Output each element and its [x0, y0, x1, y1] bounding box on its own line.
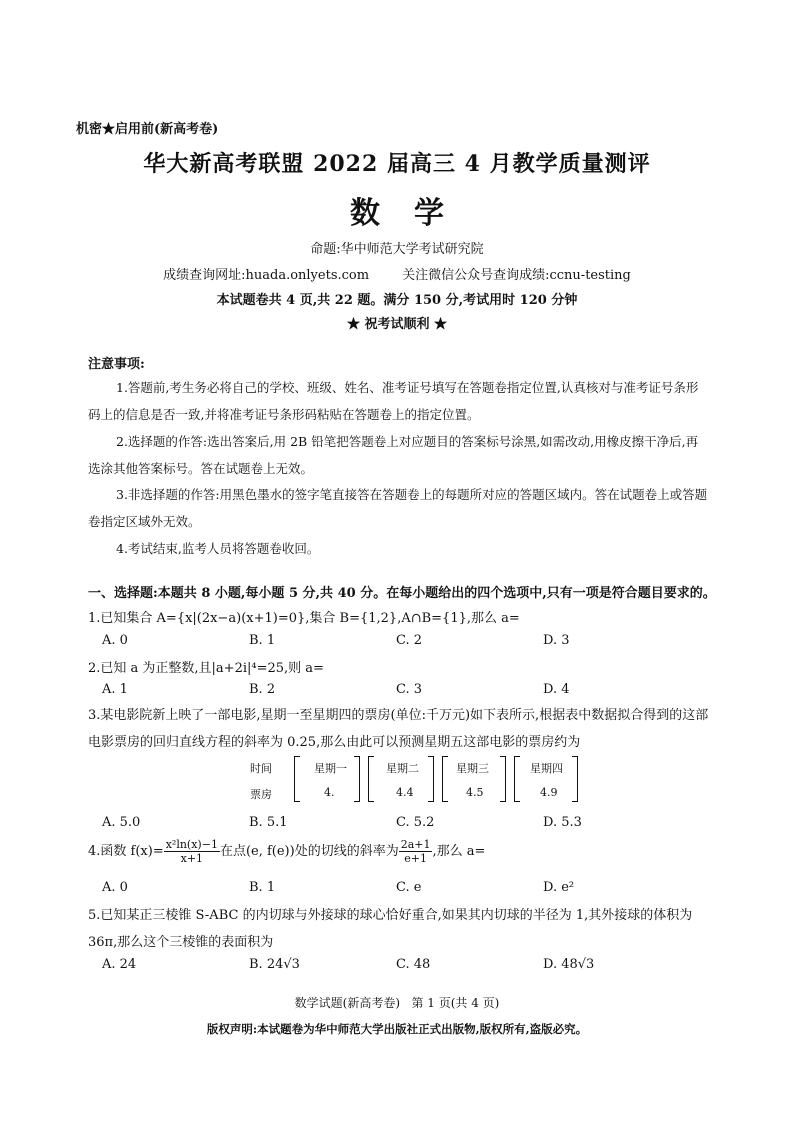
- table-value-3: 4.5: [466, 786, 484, 799]
- right-bracket: [500, 756, 506, 802]
- q3-option-d: D. 5.3: [543, 815, 582, 830]
- table-row-label-time: 时间: [250, 762, 272, 775]
- left-bracket: [442, 756, 448, 802]
- table-value-4: 4.9: [540, 786, 558, 799]
- notice-item-4: 4.考试结束,监考人员将答题卷收回。: [116, 541, 320, 556]
- q4-suffix: ,那么 a=: [432, 844, 486, 859]
- slope-fraction: [399, 838, 433, 865]
- q5-option-c: C. 48: [396, 957, 431, 972]
- function-fraction: [164, 838, 220, 865]
- table-day-3: 星期三: [456, 762, 489, 775]
- q4-option-c: C. e: [396, 880, 422, 895]
- section-heading: 一、选择题:本题共 8 小题,每小题 5 分,共 40 分。在每小题给出的四个选项中,只有一项是符合题目要求的。: [88, 586, 716, 601]
- table-day-2: 星期二: [386, 762, 419, 775]
- left-bracket: [294, 756, 300, 802]
- q3-option-a: A. 5.0: [102, 815, 141, 830]
- notice-item-3: 3.非选择题的作答:用黑色墨水的签字笔直接答在答题卷上的每题所对应的答题区域内。答在试题卷上或答题卷指定区域外无效。: [88, 487, 708, 529]
- q4-prefix: 4.函数 f(x)=: [88, 844, 164, 859]
- q4-middle: 在点(e, f(e))处的切线的斜率为: [219, 844, 399, 859]
- right-bracket: [354, 756, 360, 802]
- notice-item-2: 2.选择题的作答:选出答案后,用 2B 铅笔把答题卷上对应题目的答案标号涂黑,如需改动,用橡皮擦干净后,再选涂其他答案标号。答在试题卷上无效。: [88, 434, 699, 476]
- page-footer: 数学试题(新高考卷) 第 1 页(共 4 页): [294, 996, 500, 1010]
- box-office-table: [250, 756, 580, 806]
- copyright-notice: 版权声明:本试题卷为华中师范大学出版社正式出版物,版权所有,盗版必究。: [206, 1022, 588, 1036]
- q2-option-a: A. 1: [102, 682, 128, 697]
- q3-option-c: C. 5.2: [396, 815, 435, 830]
- right-bracket: [572, 756, 578, 802]
- question-1-stem: 1.已知集合 A={x|(2x−a)(x+1)=0},集合 B={1,2},A∩B={1},那么 a=: [88, 611, 520, 626]
- q5-option-d: D. 48√3: [543, 957, 595, 972]
- q4-option-b: B. 1: [249, 880, 276, 895]
- notice-item-1: 1.答题前,考生务必将自己的学校、班级、姓名、准考证号填写在答题卷指定位置,认真核对与准考证号条形码上的信息是否一致,并将准考证号条形码粘贴在答题卷上的指定位置。: [88, 380, 699, 422]
- question-5-stem: 5.已知某正三棱锥 S-ABC 的内切球与外接球的球心恰好重合,如果其内切球的半径为 1,其外接球的体积为 36π,那么这个三棱锥的表面积为: [88, 908, 693, 950]
- q5-option-b: B. 24√3: [249, 957, 300, 972]
- q2-option-b: B. 2: [249, 682, 276, 697]
- right-bracket: [428, 756, 434, 802]
- function-denominator: x+1: [180, 852, 204, 865]
- slope-denominator: e+1: [404, 852, 427, 865]
- notice-title: 注意事项:: [88, 357, 145, 372]
- function-numerator: x²ln(x)−1: [165, 838, 218, 851]
- q5-option-a: A. 24: [102, 957, 137, 972]
- exam-info: 本试题卷共 4 页,共 22 题。满分 150 分,考试用时 120 分钟: [216, 293, 578, 308]
- table-value-1: 4.: [324, 786, 335, 799]
- q1-option-d: D. 3: [543, 633, 570, 648]
- table-day-4: 星期四: [530, 762, 563, 775]
- q2-option-d: D. 4: [543, 682, 570, 697]
- question-2-stem: 2.已知 a 为正整数,且|a+2i|⁴=25,则 a=: [88, 661, 324, 676]
- query-line: 成绩查询网址:huada.onlyets.com 关注微信公众号查询成绩:ccnu-testing: [163, 268, 631, 283]
- q1-option-c: C. 2: [396, 633, 423, 648]
- confidential-label: 机密★启用前(新高考卷): [76, 122, 219, 137]
- table-row-label-boxoffice: 票房: [250, 788, 272, 801]
- exam-title: 华大新高考联盟 2022 届高三 4 月教学质量测评: [143, 151, 651, 177]
- table-value-2: 4.4: [396, 786, 414, 799]
- question-3-stem: 3.某电影院新上映了一部电影,星期一至星期四的票房(单位:千万元)如下表所示,根据表中数据拟合得到的这部电影票房的回归直线方程的斜率为 0.25,那么由此可以预测星期五这部电影的票房约为: [88, 708, 709, 750]
- subject-title: 数学: [350, 196, 478, 231]
- author-line: 命题:华中师范大学考试研究院: [310, 242, 484, 257]
- q1-option-a: A. 0: [102, 633, 128, 648]
- q4-option-d: D. e²: [543, 880, 575, 895]
- slope-numerator: 2a+1: [400, 838, 431, 851]
- question-4-stem: [88, 838, 485, 865]
- q1-option-b: B. 1: [249, 633, 276, 648]
- q3-option-b: B. 5.1: [249, 815, 288, 830]
- q2-option-c: C. 3: [396, 682, 423, 697]
- left-bracket: [514, 756, 520, 802]
- table-day-1: 星期一: [314, 762, 347, 775]
- left-bracket: [368, 756, 374, 802]
- q4-option-a: A. 0: [102, 880, 128, 895]
- good-luck-line: ★ 祝考试顺利 ★: [346, 317, 448, 332]
